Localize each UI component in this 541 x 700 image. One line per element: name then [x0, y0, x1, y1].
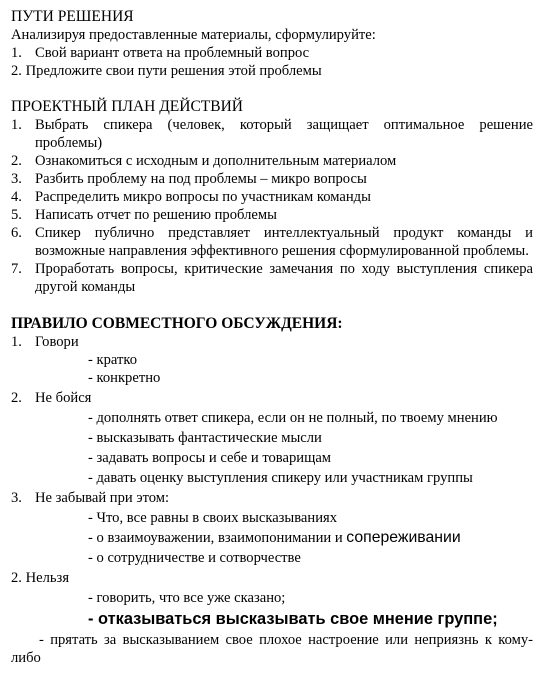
list-number: 7.	[11, 261, 22, 277]
rule-item	[11, 389, 533, 407]
list-number: 1.	[11, 117, 22, 133]
list-number: 6.	[11, 225, 22, 241]
list-text: Свой вариант ответа на проблемный вопрос	[35, 45, 310, 61]
list-item	[11, 206, 533, 224]
emphasis-text: сопереживании	[346, 529, 461, 546]
list-number: 4.	[11, 189, 22, 205]
list-number: 2.	[11, 63, 22, 79]
list-text: Выбрать спикера (человек, который защищает оптимальное решение проблемы)	[35, 117, 533, 151]
list-item	[11, 188, 533, 206]
list-item	[11, 62, 533, 80]
list-number: 1.	[11, 45, 22, 61]
list-item	[11, 152, 533, 170]
list-text: Предложите свои пути решения этой проблемы	[25, 63, 322, 79]
list-text: Распределить микро вопросы по участникам команды	[35, 189, 371, 205]
rule-subitem: - кратко	[88, 352, 138, 368]
rule-subitem: - дополнять ответ спикера, если он не полный, по твоему мнению	[88, 410, 498, 426]
list-number: 2.	[11, 390, 22, 406]
list-number: 3.	[11, 490, 22, 506]
list-text: Ознакомиться с исходным и дополнительным материалом	[35, 153, 397, 169]
list-text: Разбить проблему на под проблемы – микро вопросы	[35, 171, 367, 187]
rule-subitem: - говорить, что все уже сказано;	[88, 590, 286, 606]
list-number: 2.	[11, 153, 22, 169]
rule-item	[11, 489, 533, 507]
rule-text: Не забывай при этом:	[35, 490, 170, 506]
list-item	[11, 170, 533, 188]
rule-subitem-last: - прятать за высказыванием свое плохое настроение или неприязнь к кому-либо	[11, 632, 533, 666]
list-number: 1.	[11, 334, 22, 350]
list-item	[11, 260, 533, 296]
rule-subitem	[11, 529, 533, 547]
intro-text: Анализируя предоставленные материалы, сформулируйте:	[11, 27, 376, 43]
list-text: Спикер публично представляет интеллектуальный продукт команды и возможные направления эффективного решения сформулированной проблемы.	[35, 225, 533, 259]
list-item	[11, 44, 533, 62]
rule-subitem-text: - о взаимоуважении, взаимопонимании и	[88, 530, 347, 546]
rule-subitem: - давать оценку выступления спикеру или участникам группы	[88, 470, 473, 486]
rule-item: 2. Нельзя	[11, 570, 70, 586]
list-text: Написать отчет по решению проблемы	[35, 207, 277, 223]
section-title-plan: ПРОЕКТНЫЙ ПЛАН ДЕЙСТВИЙ	[11, 98, 243, 115]
document-body	[11, 7, 533, 667]
list-number: 5.	[11, 207, 22, 223]
rule-subitem: - задавать вопросы и себе и товарищам	[88, 450, 332, 466]
rule-subitem-emphasis: - отказываться высказывать свое мнение группе;	[88, 610, 498, 628]
list-item	[11, 116, 533, 152]
list-item	[11, 224, 533, 260]
section-title-rules: ПРАВИЛО СОВМЕСТНОГО ОБСУЖДЕНИЯ:	[11, 315, 343, 332]
section-title-solutions: ПУТИ РЕШЕНИЯ	[11, 8, 134, 25]
list-text: Проработать вопросы, критические замечания по ходу выступления спикера другой команды	[35, 261, 533, 295]
list-number: 3.	[11, 171, 22, 187]
rule-subitem: - Что, все равны в своих высказываниях	[88, 510, 338, 526]
rule-text: Не бойся	[35, 390, 92, 406]
rule-item	[11, 333, 533, 351]
rule-subitem: - конкретно	[88, 370, 161, 386]
rule-subitem: - высказывать фантастические мысли	[88, 430, 322, 446]
rule-text: Говори	[35, 334, 79, 350]
rule-subitem: - о сотрудничестве и сотворчестве	[88, 550, 301, 566]
